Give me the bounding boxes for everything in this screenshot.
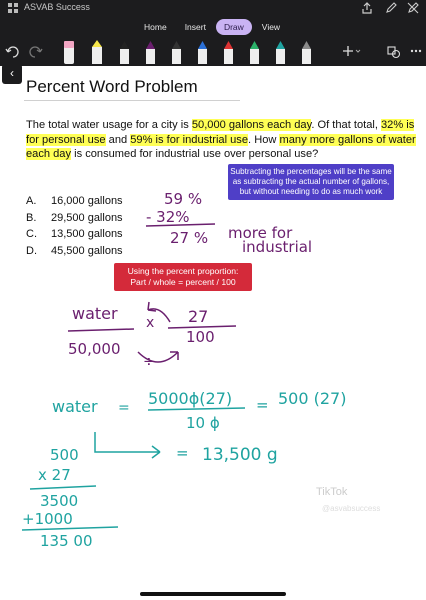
highlight-question: many more gallons of water each day bbox=[26, 133, 416, 160]
hw-fraction-bottom: 10 ϕ bbox=[186, 414, 220, 432]
hw-mult-row1: 3500 bbox=[40, 492, 79, 510]
hw-100: 100 bbox=[186, 328, 215, 346]
hw-equals-3: = bbox=[176, 444, 189, 462]
hw-fraction-top: 5000ϕ(27) bbox=[148, 389, 233, 408]
hw-mult-row2: +1000 bbox=[22, 510, 73, 528]
chevron-left-icon: ‹ bbox=[10, 66, 14, 80]
app-name: ASVAB Success bbox=[24, 2, 90, 12]
hw-fraction-bar-left bbox=[68, 329, 134, 331]
tiktok-watermark: TikTok bbox=[316, 486, 348, 498]
tab-home[interactable]: Home bbox=[144, 22, 167, 32]
highlight-industrial: 59% is for industrial use bbox=[130, 133, 249, 146]
problem-text-part: is consumed for industrial use over personal use? bbox=[71, 148, 319, 160]
choice-text: 45,500 gallons bbox=[51, 244, 123, 257]
callout-subtract-note: Subtracting the percentages will be the same as subtracting the actual number of gallons, but without needing to do as much work bbox=[228, 164, 394, 200]
hw-result-arrow bbox=[95, 432, 160, 458]
hw-water-2: water bbox=[52, 397, 98, 416]
hw-59-percent: 59 % bbox=[164, 190, 203, 208]
hw-times-sign: x bbox=[146, 315, 155, 331]
hw-mult-total: 135 00 bbox=[40, 532, 93, 550]
problem-text-part: . How bbox=[248, 133, 280, 146]
hw-fraction-bar-right bbox=[168, 326, 236, 328]
hw-mult-top: 500 bbox=[50, 446, 79, 464]
hw-27-percent: 27 % bbox=[170, 229, 209, 247]
choice-letter: B. bbox=[26, 211, 37, 224]
hw-equals-1: = bbox=[118, 400, 130, 416]
hw-mult-factor: x 27 bbox=[38, 466, 71, 484]
choice-letter: A. bbox=[26, 195, 37, 207]
hw-industrial: industrial bbox=[242, 238, 313, 256]
callout-line: Part / whole = percent / 100 bbox=[130, 277, 236, 287]
hw-equals-2: = bbox=[256, 396, 269, 414]
hw-answer: 13,500 g bbox=[202, 445, 278, 465]
page-title: Percent Word Problem bbox=[26, 77, 198, 96]
hw-50000: 50,000 bbox=[68, 340, 121, 358]
tab-view[interactable]: View bbox=[261, 22, 281, 32]
hw-27: 27 bbox=[188, 307, 209, 326]
tab-insert[interactable]: Insert bbox=[184, 22, 206, 32]
choice-letter: D. bbox=[26, 244, 37, 257]
tab-draw[interactable]: Draw bbox=[216, 19, 252, 35]
choice-text: 13,500 gallons bbox=[51, 228, 123, 240]
hw-more-for: more for bbox=[228, 224, 293, 242]
hw-water: water bbox=[72, 304, 118, 323]
tiktok-handle: @asvabsuccess bbox=[322, 504, 381, 513]
choice-text: 16,000 gallons bbox=[51, 195, 123, 207]
choice-text: 29,500 gallons bbox=[51, 211, 123, 224]
hw-minus-32-percent: - 32% bbox=[146, 208, 190, 226]
hw-500x27: 500 (27) bbox=[278, 389, 347, 408]
home-indicator[interactable] bbox=[140, 592, 286, 596]
hw-divide-sign: ÷ bbox=[143, 354, 155, 370]
highlight-personal: 32% is for personal use bbox=[26, 119, 415, 146]
highlight-total: 50,000 gallons each day bbox=[191, 119, 312, 131]
problem-text-part: and bbox=[105, 133, 131, 146]
hw-mult-line-1 bbox=[30, 486, 96, 489]
problem-text-part: The total water usage for a city is bbox=[26, 119, 192, 131]
callout-line: Using the percent proportion: bbox=[127, 266, 239, 276]
hw-fraction-bar-green bbox=[148, 408, 245, 410]
problem-text-part: . Of that total, bbox=[311, 119, 382, 131]
choice-letter: C. bbox=[26, 228, 37, 240]
